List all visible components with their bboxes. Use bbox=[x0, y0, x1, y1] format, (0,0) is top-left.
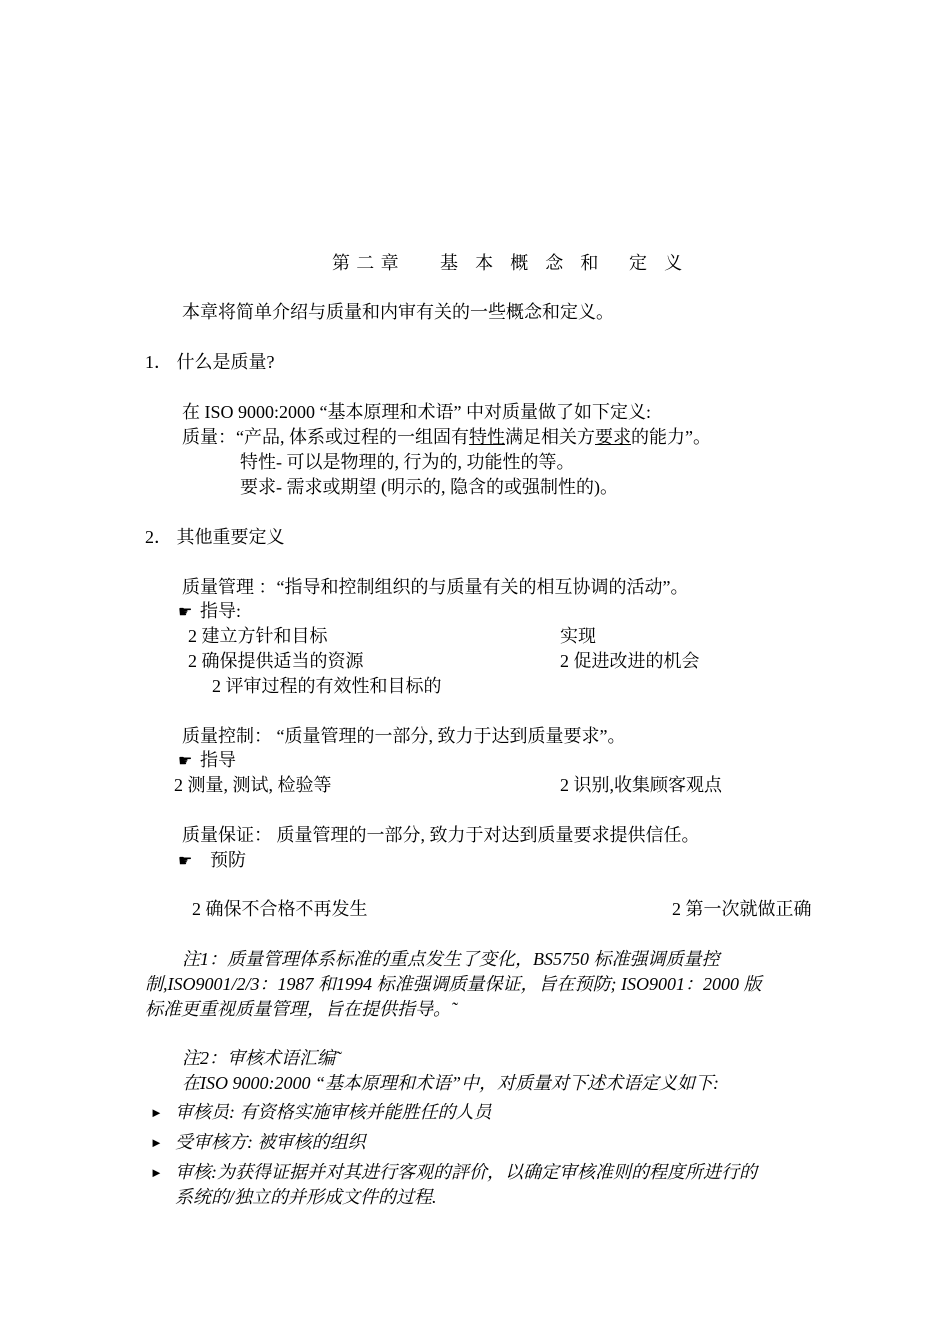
iso-definition-line: 在 ISO 9000:2000 “基本原理和术语” 中对质量做了如下定义: bbox=[182, 402, 651, 422]
characteristic-line: 特性- 可以是物理的, 行为的, 功能性的等。 bbox=[240, 452, 575, 472]
triangle-bullet-icon: ► bbox=[150, 1165, 163, 1180]
note1-line2: 制,ISO9001/2/3：1987 和1994 标准强调质量保证，旨在预防; ISO9001：2000 版 bbox=[145, 974, 762, 994]
quality-management-definition: 质量管理 ：“指导和控制组织的与质量有关的相互协调的活动”。 bbox=[182, 577, 689, 597]
characteristic-term: 特性 bbox=[469, 427, 505, 447]
quality-definition bbox=[182, 427, 711, 449]
triangle-bullet-icon: ► bbox=[150, 1135, 163, 1150]
qa-guide-label: 预防 bbox=[210, 850, 246, 870]
qc-item-2: 2 识别,收集顾客观点 bbox=[560, 775, 722, 795]
intro-text: 本章将简单介绍与质量和内审有关的一些概念和定义。 bbox=[182, 302, 614, 322]
section1-heading: 1． 什么是质量? bbox=[145, 352, 275, 372]
qm-guide-label: 指导: bbox=[200, 601, 242, 621]
pointing-hand-icon: ☛ bbox=[178, 753, 193, 770]
requirement-term: 要求 bbox=[595, 427, 631, 447]
qc-guide-row bbox=[178, 750, 236, 772]
quality-mid: 满足相关方 bbox=[505, 427, 595, 447]
pointing-hand-icon: ☛ bbox=[178, 604, 193, 621]
term-audit-cont: 系统的/独立的并形成文件的过程. bbox=[175, 1187, 437, 1207]
quality-control-definition: 质量控制： “质量管理的一部分, 致力于达到质量要求”。 bbox=[182, 726, 626, 746]
note2-intro: 在ISO 9000:2000 “基本原理和术语”中，对质量对下述术语定义如下: bbox=[182, 1073, 720, 1093]
section2-heading: 2． 其他重要定义 bbox=[145, 527, 285, 547]
quality-assurance-definition: 质量保证： 质量管理的一部分, 致力于对达到质量要求提供信任。 bbox=[182, 825, 700, 845]
qm-guide-row bbox=[178, 601, 241, 623]
quality-prefix: 质量：“产品, 体系或过程的一组固有 bbox=[182, 427, 469, 447]
qm-item-1: 2 建立方针和目标 bbox=[188, 626, 328, 646]
note1-line1: 注1：质量管理体系标准的重点发生了变化，BS5750 标准强调质量控 bbox=[182, 949, 720, 969]
qm-item-5: 2 评审过程的有效性和目标的 bbox=[212, 676, 442, 696]
note2-title: 注2：审核术语汇编˜ bbox=[182, 1048, 341, 1068]
qm-item-2: 实现 bbox=[560, 626, 596, 646]
qc-guide-label: 指导 bbox=[200, 750, 236, 770]
qc-item-1: 2 测量, 测试, 检验等 bbox=[174, 775, 332, 795]
qa-item-2: 2 第一次就做正确 bbox=[672, 899, 812, 919]
term-auditee: 受审核方: 被审核的组织 bbox=[175, 1132, 366, 1152]
term-audit: 审核:为获得证据并对其进行客观的評价，以确定审核准则的程度所进行的 bbox=[175, 1162, 757, 1182]
triangle-bullet-icon: ► bbox=[150, 1105, 163, 1120]
chapter-title: 第二章 基 本 概 念 和 定 义 bbox=[332, 253, 689, 273]
note1-line3: 标准更重视质量管理，旨在提供指导。˜ bbox=[145, 999, 457, 1019]
qm-item-4: 2 促进改进的机会 bbox=[560, 651, 700, 671]
qa-item-1: 2 确保不合格不再发生 bbox=[192, 899, 368, 919]
qa-guide-row bbox=[178, 850, 246, 872]
pointing-hand-icon: ☛ bbox=[178, 853, 193, 870]
term-auditor: 审核员: 有资格实施审核并能胜任的人员 bbox=[175, 1102, 492, 1122]
qm-item-3: 2 确保提供适当的资源 bbox=[188, 651, 364, 671]
quality-suffix: 的能力”。 bbox=[631, 427, 711, 447]
requirement-line: 要求- 需求或期望 (明示的, 隐含的或强制性的)。 bbox=[240, 477, 618, 497]
